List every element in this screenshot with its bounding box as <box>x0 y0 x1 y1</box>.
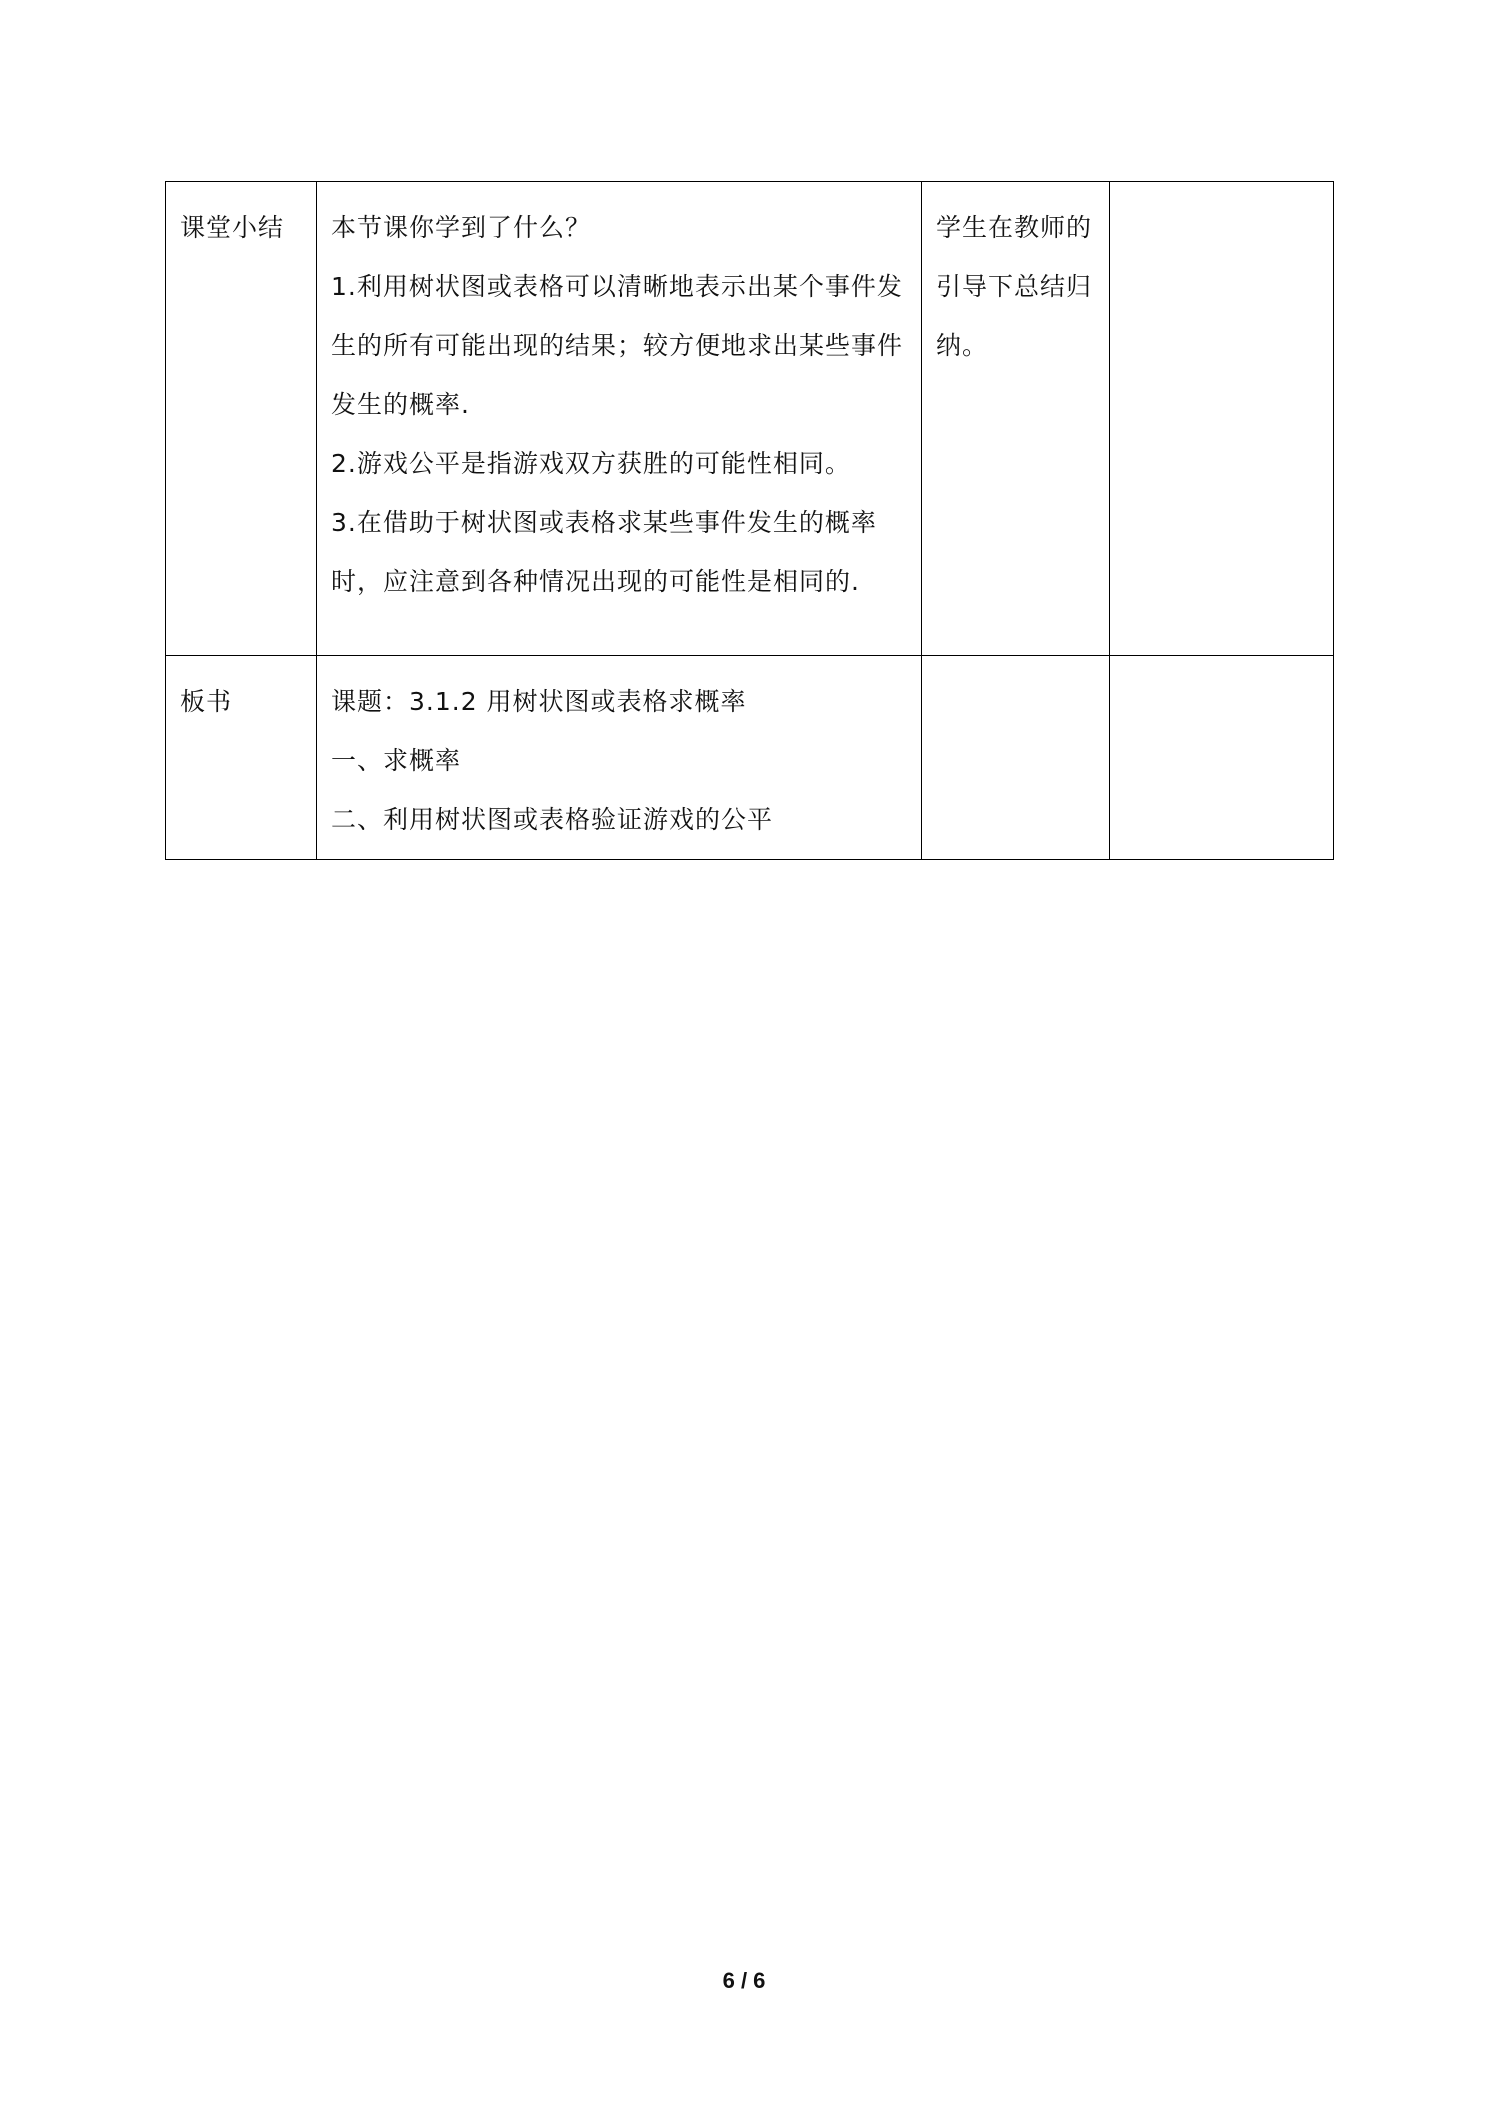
board-notes-cell <box>1110 656 1334 860</box>
board-label: 板书 <box>180 687 233 716</box>
summary-point-1: 1.利用树状图或表格可以清晰地表示出某个事件发生的所有可能出现的结果；较方便地求出某些事件发生的概率. <box>331 272 904 419</box>
board-topic: 课题：3.1.2 用树状图或表格求概率 <box>331 687 747 716</box>
summary-label: 课堂小结 <box>180 213 285 242</box>
board-student-activity-cell <box>922 656 1110 860</box>
summary-label-cell <box>166 182 317 656</box>
summary-point-2: 2.游戏公平是指游戏双方获胜的可能性相同。 <box>331 449 851 478</box>
lesson-plan-table <box>165 181 1334 860</box>
page-number: 6 / 6 <box>722 1968 766 1993</box>
board-content-cell <box>317 656 922 860</box>
board-item-1: 一、求概率 <box>331 746 462 775</box>
board-item-2: 二、利用树状图或表格验证游戏的公平 <box>331 805 774 834</box>
table-row-board <box>166 656 1334 860</box>
summary-student-activity: 学生在教师的引导下总结归纳。 <box>936 213 1093 360</box>
summary-content-cell <box>317 182 922 656</box>
summary-point-3: 3.在借助于树状图或表格求某些事件发生的概率时，应注意到各种情况出现的可能性是相同的. <box>331 508 877 596</box>
summary-notes-cell <box>1110 182 1334 656</box>
table-row-summary <box>166 182 1334 656</box>
board-label-cell <box>166 656 317 860</box>
summary-student-activity-cell <box>922 182 1110 656</box>
summary-question: 本节课你学到了什么？ <box>331 213 592 242</box>
